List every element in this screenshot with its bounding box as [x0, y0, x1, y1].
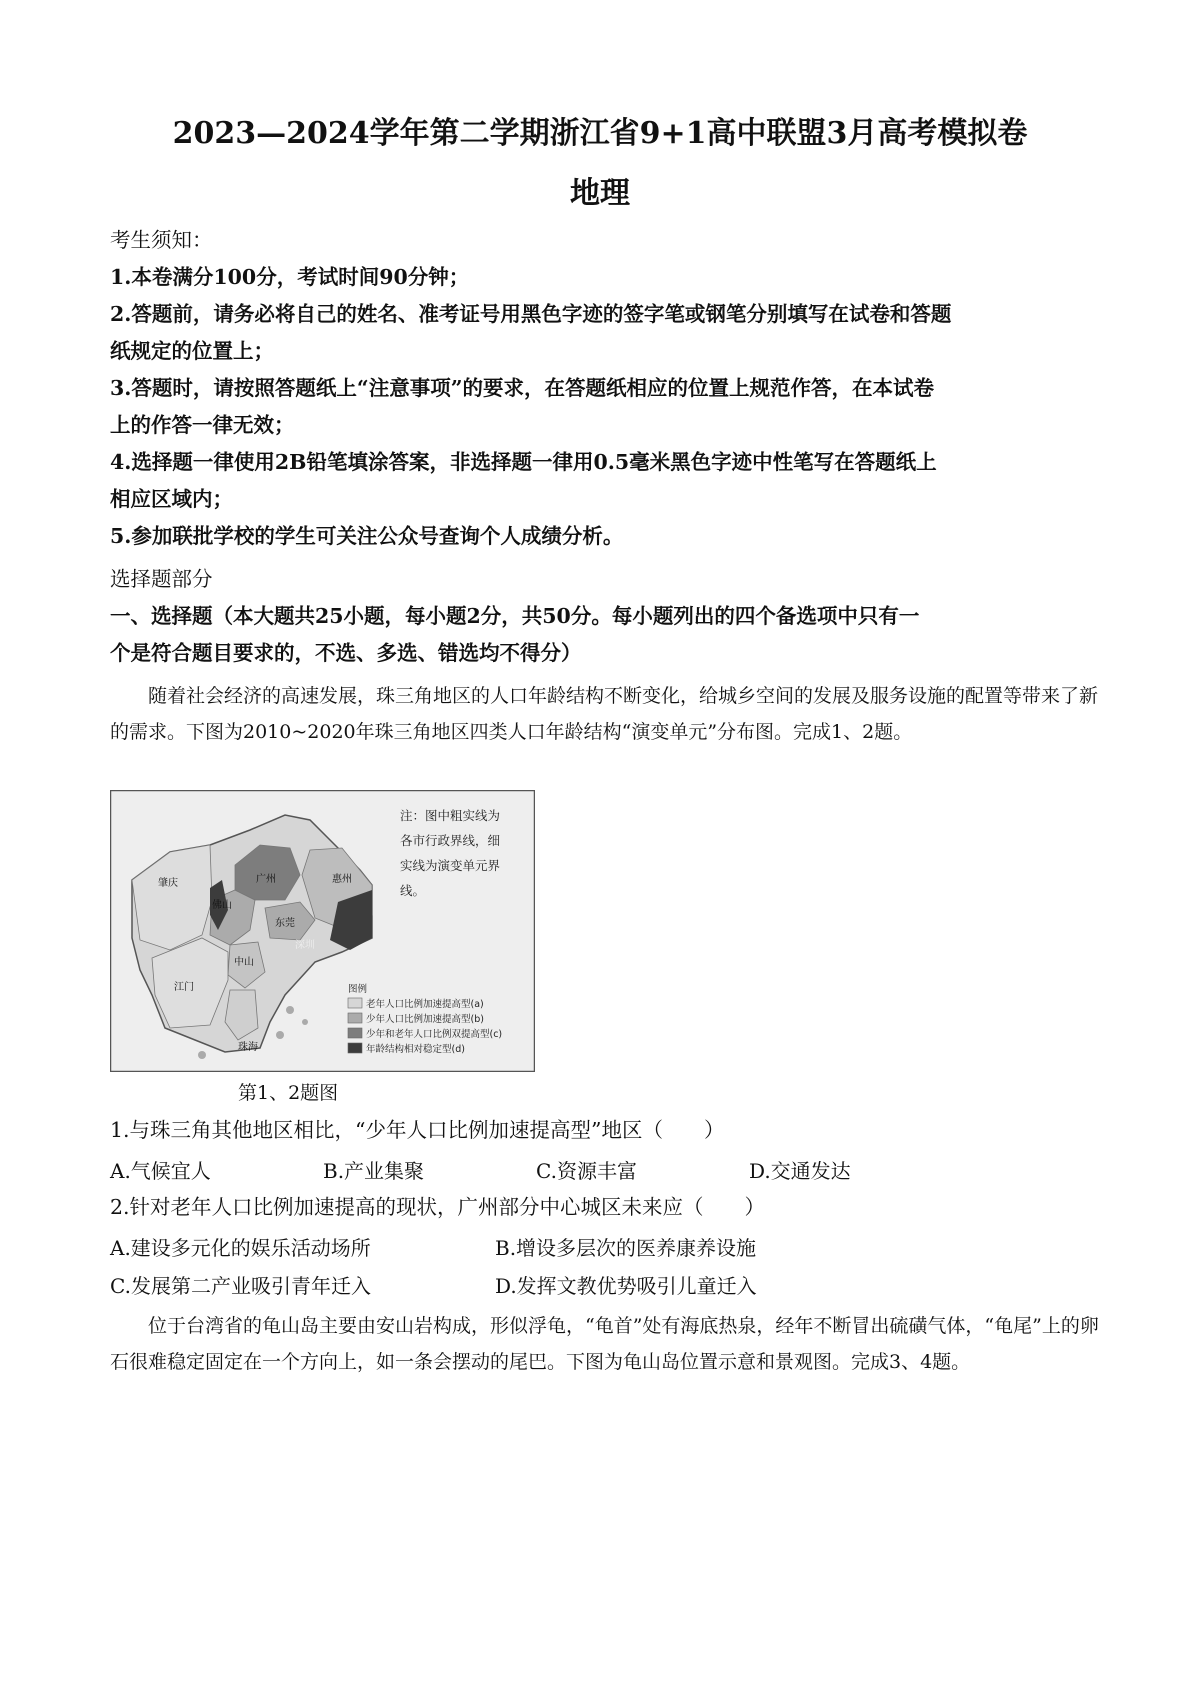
map-island	[198, 1051, 206, 1059]
question-2-option-a: A.建设多元化的娱乐活动场所	[110, 1236, 371, 1260]
map-island	[286, 1006, 294, 1014]
question-1-option-c: C.资源丰富	[536, 1159, 637, 1183]
notice-item: 相应区域内；	[110, 487, 233, 511]
map-city-label: 佛山	[212, 900, 232, 911]
figure-map-pearl-river-delta	[110, 790, 535, 1072]
map-city-label: 珠海	[238, 1042, 258, 1053]
passage-1-text: 随着社会经济的高速发展，珠三角地区的人口年龄结构不断变化，给城乡空间的发展及服务设施的配置等带来了新的需求。下图为2010~2020年珠三角地区四类人口年龄结构“演变单元”分布图。完成1、2题。	[110, 685, 1099, 743]
map-city-label: 中山	[234, 957, 254, 968]
notice-item: 3.答题时，请按照答题纸上“注意事项”的要求，在答题纸相应的位置上规范作答，在本试卷	[110, 376, 934, 400]
notice-item: 4.选择题一律使用2B铅笔填涂答案，非选择题一律用0.5毫米黑色字迹中性笔写在答题纸上	[110, 450, 937, 474]
question-1-option-d: D.交通发达	[749, 1159, 851, 1183]
map-note-line: 各市行政界线，细	[400, 833, 501, 848]
map-city-label: 江门	[174, 982, 194, 993]
section-part-label: 选择题部分	[110, 567, 213, 591]
question-2-stem: 2.针对老年人口比例加速提高的现状，广州部分中心城区未来应（ ）	[110, 1195, 766, 1219]
subject-title: 地理	[570, 176, 630, 211]
map-note-line: 实线为演变单元界	[400, 858, 501, 873]
legend-title: 图例	[348, 984, 368, 995]
legend-label: 年龄结构相对稳定型(d)	[366, 1044, 465, 1055]
notice-item: 2.答题前，请务必将自己的姓名、准考证号用黑色字迹的签字笔或钢笔分别填写在试卷和答题	[110, 302, 952, 326]
notice-item: 5.参加联批学校的学生可关注公众号查询个人成绩分析。	[110, 524, 624, 548]
map-city-label: 东莞	[275, 918, 295, 929]
legend-label: 少年和老年人口比例双提高型(c)	[366, 1029, 503, 1040]
question-1-option-b: B.产业集聚	[323, 1159, 425, 1183]
question-2-option-b: B.增设多层次的医养康养设施	[495, 1236, 757, 1260]
notice-item: 纸规定的位置上；	[110, 339, 274, 363]
notice-item: 上的作答一律无效；	[110, 413, 295, 437]
exam-title: 2023—2024学年第二学期浙江省9+1高中联盟3月高考模拟卷	[172, 116, 1028, 151]
legend-swatch-c	[348, 1028, 362, 1038]
passage-2-text: 位于台湾省的龟山岛主要由安山岩构成，形似浮龟，“龟首”处有海底热泉，经年不断冒出硫磺气体，“龟尾”上的卵石很难稳定固定在一个方向上，如一条会摆动的尾巴。下图为龟山岛位置示意和景观图。完成3、4题。	[110, 1315, 1099, 1373]
map-island	[302, 1019, 308, 1025]
passage-1	[110, 678, 1100, 750]
legend-label: 老年人口比例加速提高型(a)	[366, 999, 484, 1010]
legend-swatch-d	[348, 1043, 362, 1053]
legend-swatch-b	[348, 1013, 362, 1023]
section-heading: 个是符合题目要求的，不选、多选、错选均不得分）	[110, 641, 582, 665]
question-2-option-d: D.发挥文教优势吸引儿童迁入	[495, 1274, 757, 1298]
map-city-label: 惠州	[332, 874, 352, 885]
section-heading: 一、选择题（本大题共25小题，每小题2分，共50分。每小题列出的四个备选项中只有一	[110, 604, 920, 628]
map-city-label: 广州	[256, 874, 276, 885]
map-island	[276, 1031, 284, 1039]
question-2-option-c: C.发展第二产业吸引青年迁入	[110, 1274, 371, 1298]
legend-label: 少年人口比例加速提高型(b)	[366, 1014, 484, 1025]
map-city-label: 肇庆	[158, 878, 178, 889]
passage-2	[110, 1308, 1100, 1380]
notice-item: 1.本卷满分100分，考试时间90分钟；	[110, 265, 470, 289]
notice-heading: 考生须知：	[110, 228, 213, 252]
figure-caption: 第1、2题图	[238, 1082, 339, 1104]
map-city-label: 深圳	[295, 940, 315, 951]
question-1-option-a: A.气候宜人	[110, 1159, 211, 1183]
map-note-line: 线。	[400, 883, 426, 898]
question-1-stem: 1.与珠三角其他地区相比，“少年人口比例加速提高型”地区（ ）	[110, 1118, 725, 1142]
map-note-line: 注：图中粗实线为	[400, 808, 501, 823]
legend-swatch-a	[348, 998, 362, 1008]
